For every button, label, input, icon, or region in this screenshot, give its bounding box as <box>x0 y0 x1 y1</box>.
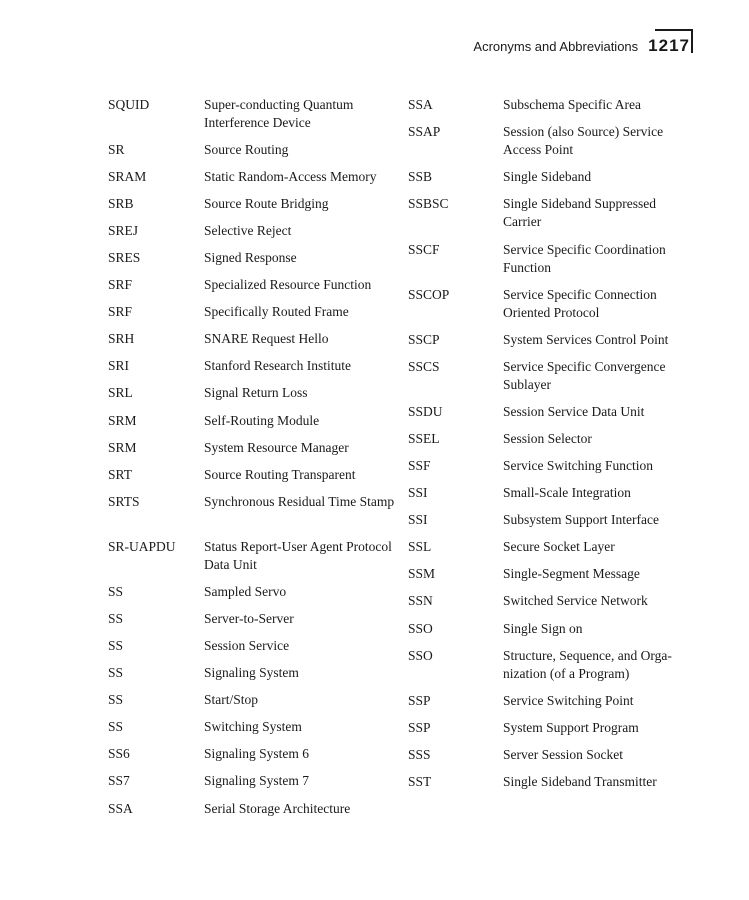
acronym-definition: Session Service Data Unit <box>503 404 645 419</box>
left-column-entry <box>108 168 399 186</box>
acronym-definition: Signaling System <box>204 665 299 680</box>
acronym: SSP <box>408 720 431 735</box>
acronym-definition: Server-to-Server <box>204 611 294 626</box>
acronym: SSCOP <box>408 287 450 302</box>
acronym: SS <box>108 692 124 707</box>
acronym: SR-UAPDU <box>108 539 176 554</box>
acronym-definition: Server Session Socket <box>503 747 623 762</box>
acronym-definition: Serial Storage Architecture <box>204 801 351 816</box>
left-column-entry <box>108 439 399 457</box>
acronym: SSO <box>408 621 433 636</box>
acronym: SS7 <box>108 773 130 788</box>
right-column-entry <box>408 719 693 737</box>
acronym-definition: Static Random-Access Memory <box>204 169 377 184</box>
acronym-definition: Single Sideband <box>503 169 592 184</box>
acronym-definition: Specialized Resource Function <box>204 277 372 292</box>
acronym: SS <box>108 719 124 734</box>
left-column-entry <box>108 718 399 736</box>
acronym-definition: Switched Service Network <box>503 593 648 608</box>
acronym-definition: Signaling System 7 <box>204 773 310 788</box>
acronym-definition: Session Selector <box>503 431 592 446</box>
left-column-entry <box>108 330 399 348</box>
left-column-entry <box>108 664 399 682</box>
acronym: SRI <box>108 358 130 373</box>
acronym-definition: Service Specific Connection Oriented Protocol <box>503 287 657 320</box>
acronym-definition: Subschema Specific Area <box>503 97 641 112</box>
left-column-entry <box>108 303 399 321</box>
right-column-entry <box>408 647 693 683</box>
acronym-definition: System Resource Manager <box>204 440 349 455</box>
right-column-entry <box>408 331 693 349</box>
acronym-definition: Selective Reject <box>204 223 292 238</box>
acronym-definition: System Services Control Point <box>503 332 669 347</box>
acronym: SRT <box>108 467 132 482</box>
right-column-entry <box>408 484 693 502</box>
left-column-entry <box>108 637 399 655</box>
running-head-title: Acronyms and Abbreviations <box>473 38 639 54</box>
header-rule-vertical <box>691 29 693 53</box>
acronym-definition: Stanford Research Institute <box>204 358 351 373</box>
acronym-definition: Single Sideband Transmitter <box>503 774 657 789</box>
acronym-definition: Self-Routing Module <box>204 413 320 428</box>
acronym-definition: Signaling System 6 <box>204 746 310 761</box>
right-column-entry <box>408 286 693 322</box>
right-column-entry <box>408 241 693 277</box>
acronym: SS <box>108 638 124 653</box>
left-column-entry <box>108 772 399 790</box>
acronym: SRB <box>108 196 134 211</box>
acronym: SRTS <box>108 494 140 509</box>
right-column-entry <box>408 358 693 394</box>
left-column-entry <box>108 610 399 628</box>
right-column-entry <box>408 430 693 448</box>
acronym-definition: Secure Socket Layer <box>503 539 615 554</box>
left-column-entry <box>108 96 399 132</box>
acronym: SSDU <box>408 404 443 419</box>
acronym-definition: Single Sideband Suppressed Carrier <box>503 196 656 229</box>
acronym: SS6 <box>108 746 130 761</box>
acronym-definition: Status Report-User Agent Protocol Data Unit <box>204 539 392 572</box>
right-column-entry <box>408 746 693 764</box>
acronym: SSCS <box>408 359 440 374</box>
acronym: SREJ <box>108 223 139 238</box>
acronym-definition: Source Routing <box>204 142 289 157</box>
right-column-entry <box>408 565 693 583</box>
acronym: SS <box>108 584 124 599</box>
acronym: SSA <box>108 801 133 816</box>
acronym-definition: Subsystem Support Interface <box>503 512 659 527</box>
left-column-entry <box>108 141 399 159</box>
acronym-definition: Service Specific Convergence Sublayer <box>503 359 666 392</box>
acronym-definition: Service Switching Point <box>503 693 634 708</box>
right-column-entry <box>408 96 693 114</box>
left-column-entry <box>108 691 399 709</box>
acronym-definition: Small-Scale Integration <box>503 485 631 500</box>
acronym: SSO <box>408 648 433 663</box>
left-column-entry <box>108 493 399 511</box>
acronym-definition: Sampled Servo <box>204 584 287 599</box>
acronym-definition: Specifically Routed Frame <box>204 304 349 319</box>
left-column-entry <box>108 412 399 430</box>
right-column-entry <box>408 620 693 638</box>
acronym: SSI <box>408 485 428 500</box>
left-column-entry <box>108 583 399 601</box>
acronym-definition: Single Sign on <box>503 621 583 636</box>
acronym: SSN <box>408 593 433 608</box>
left-column-entry <box>108 538 399 574</box>
acronym: SSF <box>408 458 431 473</box>
left-column-entry <box>108 222 399 240</box>
right-column-entry <box>408 457 693 475</box>
acronym: SSB <box>408 169 433 184</box>
acronym-definition: Service Switching Function <box>503 458 653 473</box>
acronym-definition: Super-conducting Quantum Interference Device <box>204 97 354 130</box>
acronym: SSBSC <box>408 196 449 211</box>
acronym: SRAM <box>108 169 147 184</box>
acronym: SSI <box>408 512 428 527</box>
acronym: SSA <box>408 97 433 112</box>
right-column-entry <box>408 511 693 529</box>
header-rule-horizontal <box>655 29 693 31</box>
acronym: SRF <box>108 304 133 319</box>
acronym-definition: Source Route Bridging <box>204 196 329 211</box>
page-number: 1217 <box>648 36 690 55</box>
acronym-definition: Structure, Sequence, and Orga-nization (of a Program) <box>503 648 672 681</box>
right-column-entry <box>408 168 693 186</box>
acronym-definition: Signed Response <box>204 250 297 265</box>
acronym: SSL <box>408 539 432 554</box>
acronym: SR <box>108 142 125 157</box>
right-column-entry <box>408 403 693 421</box>
acronym: SSM <box>408 566 436 581</box>
acronym: SRF <box>108 277 133 292</box>
right-column-entry <box>408 195 693 231</box>
acronym: SRL <box>108 385 133 400</box>
acronym: SSAP <box>408 124 441 139</box>
right-column-entry <box>408 592 693 610</box>
acronym: SS <box>108 611 124 626</box>
acronym-definition: SNARE Request Hello <box>204 331 329 346</box>
acronym-definition: Source Routing Transparent <box>204 467 356 482</box>
left-column-entry <box>108 745 399 763</box>
acronym-definition: Switching System <box>204 719 302 734</box>
right-column-entry <box>408 692 693 710</box>
acronym: SST <box>408 774 432 789</box>
acronym: SSCF <box>408 242 440 257</box>
left-column-entry <box>108 249 399 267</box>
acronym: SSEL <box>408 431 440 446</box>
left-column-entry <box>108 195 399 213</box>
acronym-definition: Start/Stop <box>204 692 259 707</box>
acronym: SRES <box>108 250 141 265</box>
acronym-definition: Service Specific Coordination Function <box>503 242 666 275</box>
acronym-definition: Session (also Source) Service Access Point <box>503 124 664 157</box>
right-column-entry <box>408 538 693 556</box>
acronym-definition: System Support Program <box>503 720 639 735</box>
acronym-definition: Single-Segment Message <box>503 566 640 581</box>
acronym: SRH <box>108 331 135 346</box>
right-column-entry <box>408 773 693 791</box>
left-column-entry <box>108 800 399 818</box>
running-head <box>473 36 690 56</box>
right-column-entry <box>408 123 693 159</box>
acronym-definition: Synchronous Residual Time Stamp <box>204 494 395 509</box>
acronym: SS <box>108 665 124 680</box>
acronym-definition: Session Service <box>204 638 290 653</box>
left-column-entry <box>108 357 399 375</box>
acronym: SSP <box>408 693 431 708</box>
left-column-entry <box>108 466 399 484</box>
left-column-entry <box>108 384 399 402</box>
acronym: SRM <box>108 413 137 428</box>
acronym: SQUID <box>108 97 150 112</box>
acronym-definition: Signal Return Loss <box>204 385 308 400</box>
left-column-entry <box>108 276 399 294</box>
acronym: SRM <box>108 440 137 455</box>
acronym: SSCP <box>408 332 440 347</box>
acronym: SSS <box>408 747 431 762</box>
